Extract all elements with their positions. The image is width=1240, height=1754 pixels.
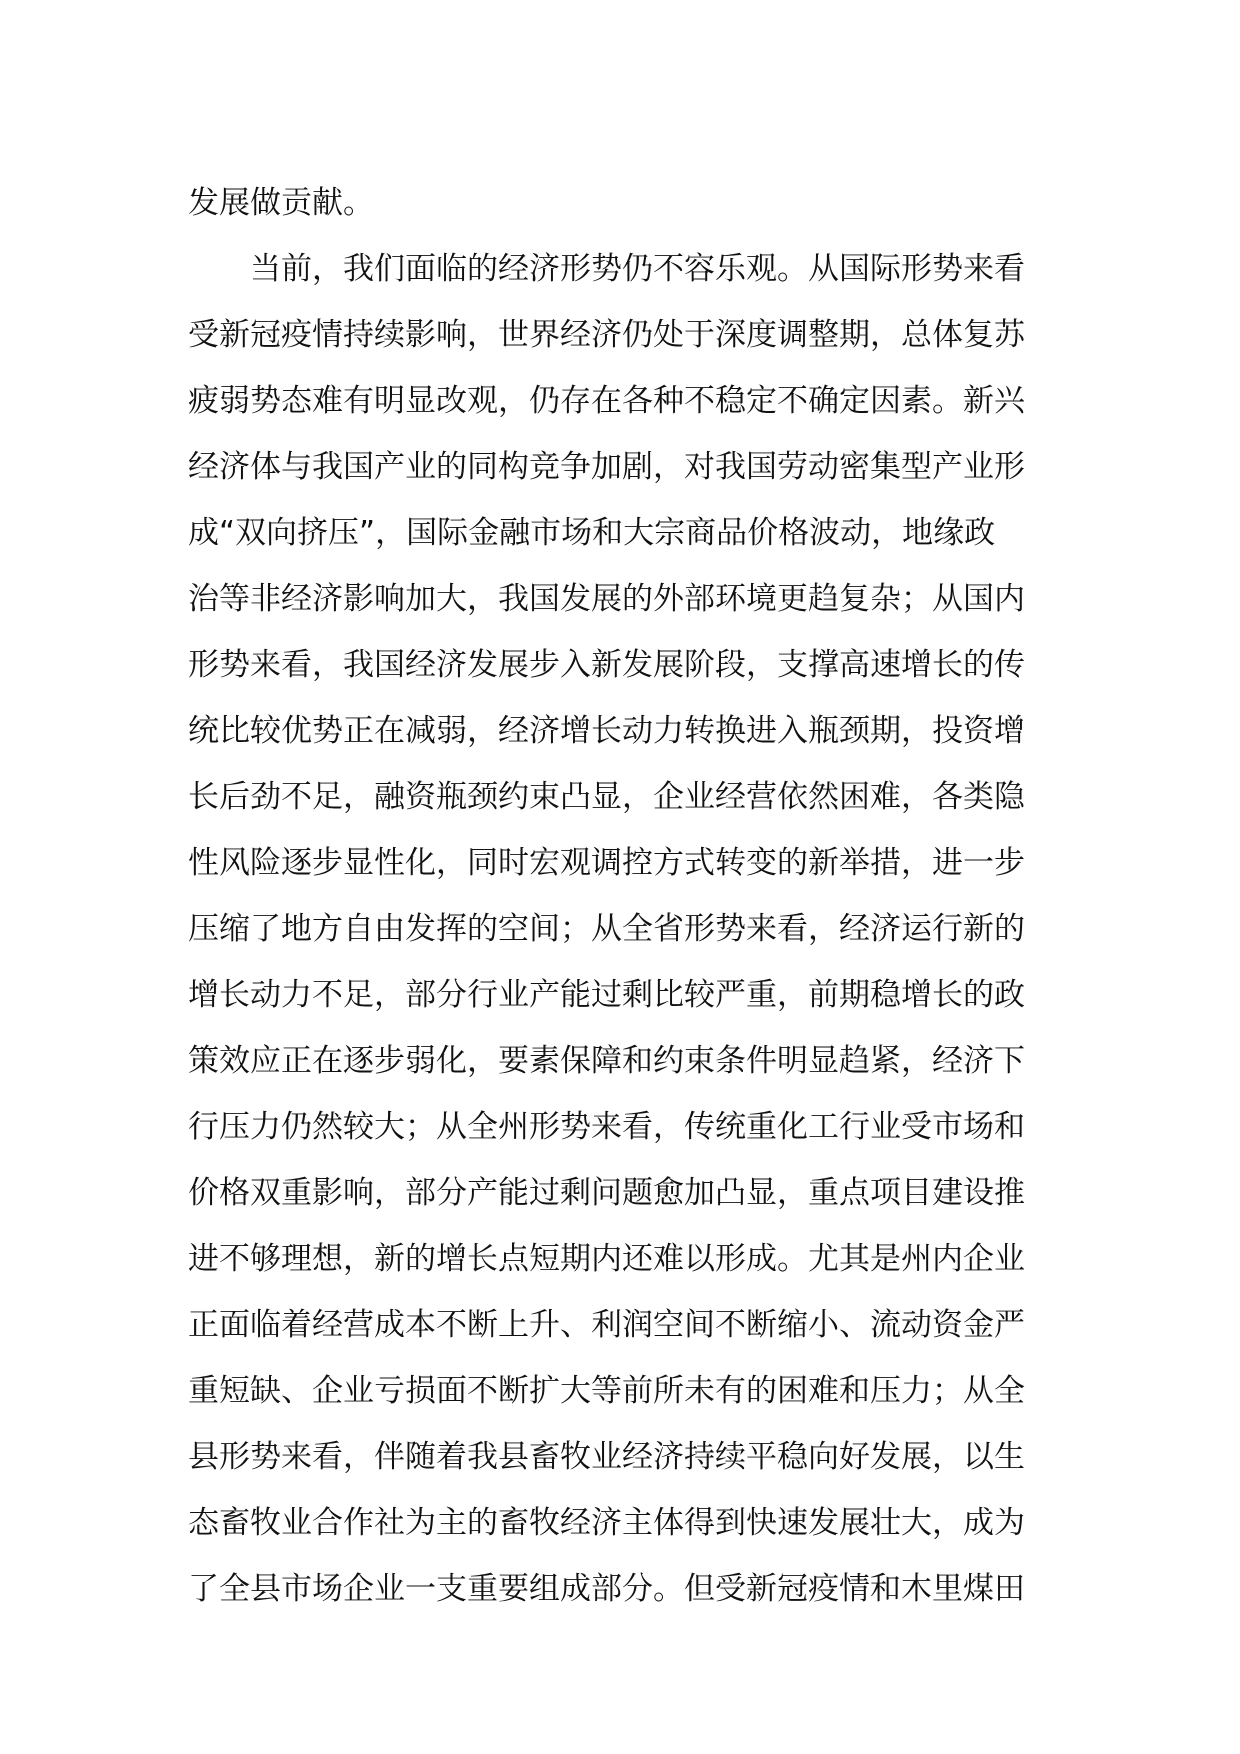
text-line: 压缩了地方自由发挥的空间；从全省形势来看，经济运行新的 — [188, 911, 1025, 947]
text-line: 行压力仍然较大；从全州形势来看，传统重化工行业受市场和 — [188, 1109, 1025, 1145]
text-line: 形势来看，我国经济发展步入新发展阶段，支撑高速增长的传 — [188, 647, 1025, 683]
text-line: 受新冠疫情持续影响，世界经济仍处于深度调整期，总体复苏 — [188, 317, 1025, 353]
text-line: 正面临着经营成本不断上升、利润空间不断缩小、流动资金严 — [188, 1307, 1025, 1343]
text-line: 统比较优势正在减弱，经济增长动力转换进入瓶颈期，投资增 — [188, 713, 1025, 749]
text-line: 发展做贡献。 — [188, 185, 374, 221]
text-line: 疲弱势态难有明显改观，仍存在各种不稳定不确定因素。新兴 — [188, 383, 1025, 419]
text-line: 了全县市场企业一支重要组成部分。但受新冠疫情和木里煤田 — [188, 1571, 1025, 1607]
text-line: 增长动力不足，部分行业产能过剩比较严重，前期稳增长的政 — [188, 977, 1025, 1013]
text-line: 策效应正在逐步弱化，要素保障和约束条件明显趋紧，经济下 — [188, 1043, 1025, 1079]
text-line: 经济体与我国产业的同构竞争加剧，对我国劳动密集型产业形 — [188, 449, 1025, 485]
text-line: 态畜牧业合作社为主的畜牧经济主体得到快速发展壮大，成为 — [188, 1505, 1025, 1541]
text-line: 治等非经济影响加大，我国发展的外部环境更趋复杂；从国内 — [188, 581, 1025, 617]
text-line: 成“双向挤压”，国际金融市场和大宗商品价格波动，地缘政 — [188, 515, 996, 551]
text-line: 长后劲不足，融资瓶颈约束凸显，企业经营依然困难，各类隐 — [188, 779, 1025, 815]
text-line: 县形势来看，伴随着我县畜牧业经济持续平稳向好发展，以生 — [188, 1439, 1025, 1475]
text-line: 价格双重影响，部分产能过剩问题愈加凸显，重点项目建设推 — [188, 1175, 1025, 1211]
text-line: 重短缺、企业亏损面不断扩大等前所未有的困难和压力；从全 — [188, 1373, 1025, 1409]
text-line: 性风险逐步显性化，同时宏观调控方式转变的新举措，进一步 — [188, 845, 1025, 881]
body-text — [188, 170, 1058, 1622]
paragraph-first-line: 当前，我们面临的经济形势仍不容乐观。从国际形势来看 — [250, 251, 1025, 287]
text-line: 进不够理想，新的增长点短期内还难以形成。尤其是州内企业 — [188, 1241, 1025, 1277]
